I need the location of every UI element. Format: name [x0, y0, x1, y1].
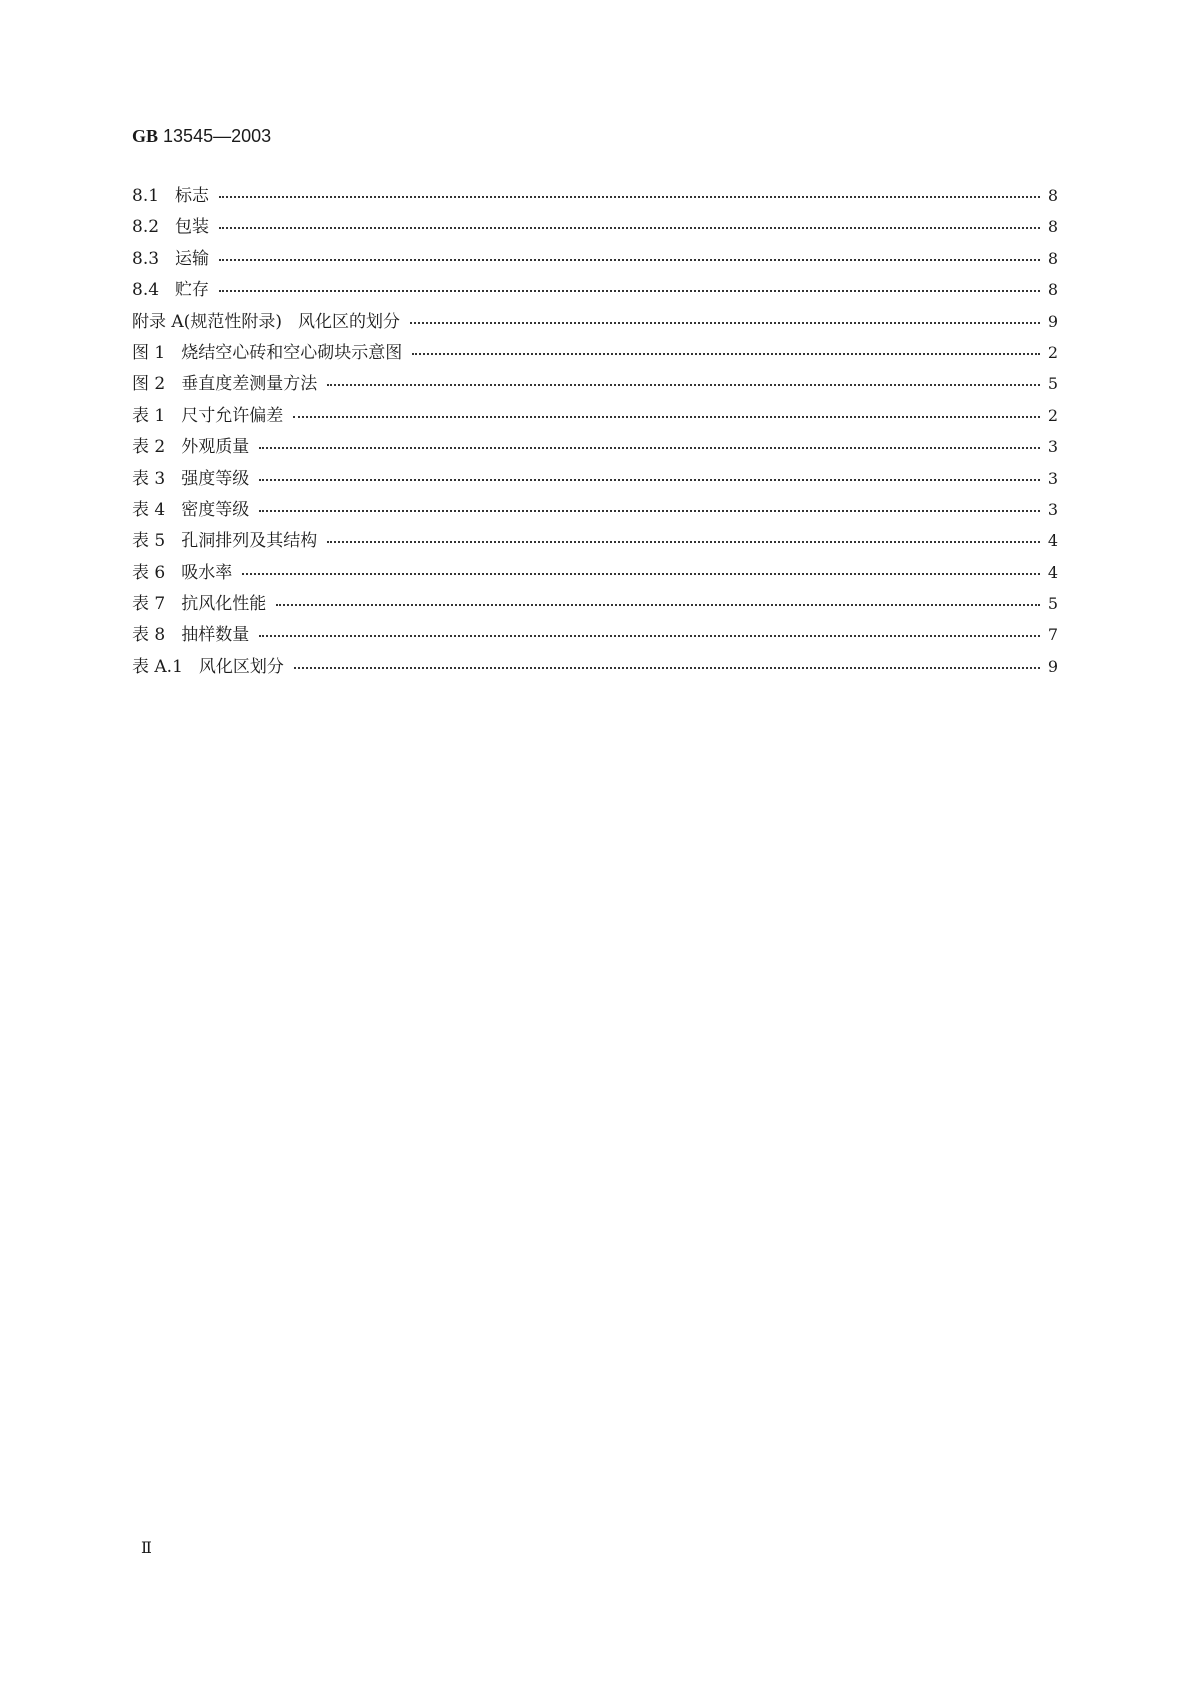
dot-leader — [294, 652, 1040, 672]
dot-leader — [410, 307, 1040, 327]
dot-leader — [259, 432, 1040, 452]
toc-entry-number: 表 4 — [132, 499, 166, 520]
toc-entry[interactable] — [132, 463, 1058, 494]
toc-entry-title: 贮存 — [175, 280, 210, 301]
toc-entry-number: 图 2 — [132, 374, 166, 395]
toc-entry-number: 附录 A(规范性附录) — [132, 311, 282, 332]
dot-leader — [219, 212, 1040, 232]
toc-entry-title: 密度等级 — [181, 499, 250, 520]
toc-entry-number: 表 3 — [132, 468, 166, 489]
toc-entry[interactable] — [132, 337, 1058, 368]
toc-entry-title: 孔洞排列及其结构 — [181, 531, 318, 552]
toc-entry-title: 尺寸允许偏差 — [181, 405, 284, 426]
toc-entry-title: 标志 — [175, 186, 210, 206]
toc-entry-page: 3 — [1047, 437, 1058, 457]
page-number: Ⅱ — [141, 1540, 152, 1557]
toc-entry-title: 包装 — [175, 217, 210, 238]
toc-entry-number: 表 8 — [132, 625, 166, 646]
toc-entry-title: 垂直度差测量方法 — [181, 374, 318, 395]
toc-entry[interactable] — [132, 588, 1058, 619]
dot-leader — [242, 558, 1040, 578]
toc-entry-page: 3 — [1047, 499, 1058, 519]
dot-leader — [293, 401, 1040, 421]
toc-entry-page: 5 — [1047, 594, 1058, 614]
toc-entry-page: 8 — [1047, 217, 1058, 237]
toc-entry-number: 图 1 — [132, 342, 166, 363]
dot-leader — [219, 244, 1040, 264]
dot-leader — [219, 181, 1040, 201]
standard-number: 13545—2003 — [163, 126, 272, 146]
dot-leader — [259, 620, 1040, 640]
dot-leader — [412, 338, 1040, 358]
dot-leader — [276, 589, 1040, 609]
dot-leader — [327, 526, 1040, 546]
toc-entry-title: 抽样数量 — [181, 625, 250, 646]
toc-entry-number: 表 6 — [132, 562, 166, 583]
toc-entry[interactable] — [132, 651, 1058, 682]
toc-entry[interactable] — [132, 431, 1058, 462]
toc-entry[interactable] — [132, 525, 1058, 556]
toc-entry-page: 9 — [1047, 311, 1058, 331]
toc-entry-page: 3 — [1047, 468, 1058, 488]
toc-entry-title: 运输 — [175, 248, 210, 269]
toc-entry-number: 表 2 — [132, 437, 166, 458]
toc-entry-page: 8 — [1047, 248, 1058, 268]
toc-entry[interactable] — [132, 557, 1058, 588]
toc-entry-page: 4 — [1047, 562, 1058, 582]
toc-entry[interactable] — [132, 180, 1058, 211]
toc-entry-title: 外观质量 — [181, 437, 250, 458]
document-header — [132, 126, 271, 147]
toc-entry-page: 9 — [1047, 656, 1058, 676]
toc-entry[interactable] — [132, 274, 1058, 305]
toc-entry-number: 表 5 — [132, 531, 166, 552]
toc-entry[interactable] — [132, 400, 1058, 431]
toc-entry-page: 2 — [1047, 342, 1058, 362]
toc-entry-title: 抗风化性能 — [181, 594, 267, 615]
toc-entry-number: 8.4 — [132, 280, 160, 301]
dot-leader — [259, 495, 1040, 515]
toc-entry-number: 表 7 — [132, 594, 166, 615]
toc-entry-page: 2 — [1047, 405, 1058, 425]
dot-leader — [219, 275, 1040, 295]
toc-entry-page: 8 — [1047, 186, 1058, 205]
toc-entry-number: 8.1 — [132, 186, 160, 206]
table-of-contents — [132, 180, 1058, 682]
toc-entry-page: 7 — [1047, 625, 1058, 645]
toc-entry-number: 表 A.1 — [132, 656, 183, 677]
standard-code: GB — [132, 126, 159, 146]
toc-entry[interactable] — [132, 494, 1058, 525]
toc-entry-title: 风化区的划分 — [297, 311, 400, 332]
toc-entry-page: 8 — [1047, 280, 1058, 300]
toc-entry-page: 4 — [1047, 531, 1058, 551]
dot-leader — [327, 369, 1040, 389]
toc-entry[interactable] — [132, 211, 1058, 242]
toc-entry-number: 表 1 — [132, 405, 166, 426]
toc-entry[interactable] — [132, 243, 1058, 274]
toc-entry-number: 8.3 — [132, 248, 160, 269]
toc-entry-title: 强度等级 — [181, 468, 250, 489]
dot-leader — [259, 464, 1040, 484]
toc-entry[interactable] — [132, 306, 1058, 337]
toc-entry-number: 8.2 — [132, 217, 160, 238]
toc-entry[interactable] — [132, 368, 1058, 399]
toc-entry-page: 5 — [1047, 374, 1058, 394]
toc-entry-title: 吸水率 — [181, 562, 233, 583]
toc-entry-title: 烧结空心砖和空心砌块示意图 — [181, 342, 403, 363]
toc-entry[interactable] — [132, 619, 1058, 650]
toc-entry-title: 风化区划分 — [198, 656, 284, 677]
